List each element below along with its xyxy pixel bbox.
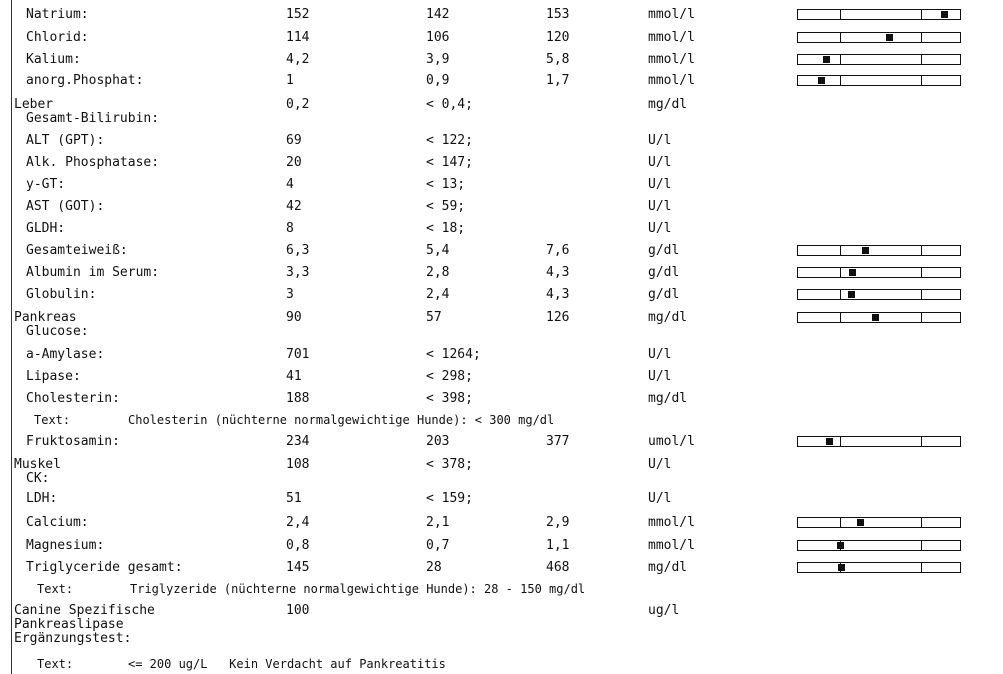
reference-low: < 298;	[426, 369, 473, 384]
result-value: 41	[286, 369, 302, 384]
range-boundary-tick	[921, 76, 922, 85]
result-value: 6,3	[286, 243, 310, 258]
result-value: 188	[286, 391, 310, 406]
range-boundary-tick	[921, 541, 922, 550]
value-marker	[886, 34, 893, 41]
unit-label: U/l	[648, 457, 672, 472]
reference-high: 1,1	[546, 538, 570, 553]
range-boundary-tick	[840, 437, 841, 446]
range-boundary-tick	[921, 33, 922, 42]
reference-high: 1,7	[546, 73, 570, 88]
value-marker	[818, 77, 825, 84]
analyte-name: Chlorid:	[26, 30, 89, 45]
note-label: Text:	[37, 582, 74, 596]
reference-high: 4,3	[546, 287, 570, 302]
section-label: Ergänzungstest:	[14, 631, 132, 646]
reference-low: 2,4	[426, 287, 450, 302]
unit-label: g/dl	[648, 287, 680, 302]
analyte-name: Natrium:	[26, 7, 89, 22]
left-margin-line	[11, 0, 12, 674]
analyte-name: a-Amylase:	[26, 347, 105, 362]
analyte-name: Gesamteiweiß:	[26, 243, 128, 258]
reference-low: 142	[426, 7, 450, 22]
unit-label: U/l	[648, 347, 672, 362]
reference-high: 468	[546, 560, 570, 575]
reference-low: < 59;	[426, 199, 466, 214]
reference-high: 4,3	[546, 265, 570, 280]
note-text: Cholesterin (nüchterne normalgewichtige Hunde): < 300 mg/dl	[128, 413, 555, 427]
result-value: 152	[286, 7, 310, 22]
value-marker	[838, 564, 845, 571]
result-value: 234	[286, 434, 310, 449]
analyte-name: CK:	[26, 471, 50, 486]
result-value: 3,3	[286, 265, 310, 280]
range-boundary-tick	[840, 268, 841, 277]
section-label: Pankreaslipase	[14, 617, 124, 632]
analyte-name: LDH:	[26, 491, 58, 506]
analyte-name: Triglyceride gesamt:	[26, 560, 183, 575]
range-boundary-tick	[921, 55, 922, 64]
value-marker	[848, 291, 855, 298]
result-value: 3	[286, 287, 294, 302]
range-boundary-tick	[840, 10, 841, 19]
reference-low: 0,9	[426, 73, 450, 88]
reference-high: 153	[546, 7, 570, 22]
range-boundary-tick	[840, 76, 841, 85]
range-boundary-tick	[840, 55, 841, 64]
analyte-name: Magnesium:	[26, 538, 105, 553]
reference-low: 3,9	[426, 52, 450, 67]
note-text: <= 200 ug/L Kein Verdacht auf Pankreatitis	[128, 657, 446, 671]
value-marker	[857, 519, 864, 526]
analyte-name: AST (GOT):	[26, 199, 105, 214]
analyte-name: Gesamt-Bilirubin:	[26, 111, 160, 126]
reference-range-bar	[797, 32, 961, 43]
reference-range-bar	[797, 54, 961, 65]
range-boundary-tick	[921, 268, 922, 277]
reference-low: 5,4	[426, 243, 450, 258]
reference-low: < 0,4;	[426, 97, 473, 112]
unit-label: U/l	[648, 177, 672, 192]
value-marker	[823, 56, 830, 63]
result-value: 0,2	[286, 97, 310, 112]
unit-label: g/dl	[648, 243, 680, 258]
section-label: Leber	[14, 97, 54, 112]
unit-label: ug/l	[648, 603, 680, 618]
reference-range-bar	[797, 245, 961, 256]
analyte-name: Albumin im Serum:	[26, 265, 160, 280]
reference-low: 57	[426, 310, 442, 325]
range-boundary-tick	[921, 518, 922, 527]
analyte-name: Glucose:	[26, 324, 89, 339]
reference-low: < 378;	[426, 457, 473, 472]
unit-label: mmol/l	[648, 52, 695, 67]
value-marker	[872, 314, 879, 321]
section-label: Muskel	[14, 457, 61, 472]
analyte-name: Alk. Phosphatase:	[26, 155, 160, 170]
reference-low: < 398;	[426, 391, 473, 406]
reference-range-bar	[797, 312, 961, 323]
range-boundary-tick	[921, 563, 922, 572]
analyte-name: Calcium:	[26, 515, 89, 530]
analyte-name: ALT (GPT):	[26, 133, 105, 148]
unit-label: U/l	[648, 155, 672, 170]
reference-high: 120	[546, 30, 570, 45]
reference-range-bar	[797, 289, 961, 300]
note-label: Text:	[34, 413, 71, 427]
reference-range-bar	[797, 562, 961, 573]
analyte-name: Globulin:	[26, 287, 97, 302]
analyte-name: Lipase:	[26, 369, 81, 384]
reference-low: 28	[426, 560, 442, 575]
reference-low: 106	[426, 30, 450, 45]
reference-range-bar	[797, 540, 961, 551]
range-boundary-tick	[921, 10, 922, 19]
unit-label: mmol/l	[648, 73, 695, 88]
result-value: 90	[286, 310, 302, 325]
value-marker	[941, 11, 948, 18]
unit-label: g/dl	[648, 265, 680, 280]
result-value: 100	[286, 603, 310, 618]
value-marker	[826, 438, 833, 445]
value-marker	[837, 542, 844, 549]
range-boundary-tick	[840, 33, 841, 42]
reference-low: < 147;	[426, 155, 473, 170]
range-boundary-tick	[840, 246, 841, 255]
reference-high: 5,8	[546, 52, 570, 67]
analyte-name: GLDH:	[26, 221, 66, 236]
result-value: 114	[286, 30, 310, 45]
result-value: 1	[286, 73, 294, 88]
section-label: Pankreas	[14, 310, 77, 325]
note-label: Text:	[37, 657, 74, 671]
reference-low: < 13;	[426, 177, 466, 192]
reference-range-bar	[797, 9, 961, 20]
result-value: 4,2	[286, 52, 310, 67]
unit-label: mmol/l	[648, 7, 695, 22]
reference-range-bar	[797, 75, 961, 86]
range-boundary-tick	[921, 246, 922, 255]
reference-low: 2,8	[426, 265, 450, 280]
result-value: 4	[286, 177, 294, 192]
reference-range-bar	[797, 267, 961, 278]
reference-low: < 1264;	[426, 347, 481, 362]
value-marker	[849, 269, 856, 276]
unit-label: U/l	[648, 491, 672, 506]
reference-low: 203	[426, 434, 450, 449]
reference-low: < 122;	[426, 133, 473, 148]
result-value: 701	[286, 347, 310, 362]
range-boundary-tick	[921, 437, 922, 446]
unit-label: umol/l	[648, 434, 695, 449]
reference-high: 377	[546, 434, 570, 449]
result-value: 8	[286, 221, 294, 236]
range-boundary-tick	[840, 290, 841, 299]
unit-label: mg/dl	[648, 97, 688, 112]
analyte-name: Cholesterin:	[26, 391, 120, 406]
result-value: 51	[286, 491, 302, 506]
analyte-name: Fruktosamin:	[26, 434, 120, 449]
result-value: 108	[286, 457, 310, 472]
result-value: 69	[286, 133, 302, 148]
reference-low: < 159;	[426, 491, 473, 506]
unit-label: mg/dl	[648, 560, 688, 575]
note-text: Triglyzeride (nüchterne normalgewichtige Hunde): 28 - 150 mg/dl	[130, 582, 586, 596]
unit-label: U/l	[648, 369, 672, 384]
analyte-name: y-GT:	[26, 177, 66, 192]
result-value: 0,8	[286, 538, 310, 553]
reference-range-bar	[797, 436, 961, 447]
reference-low: 2,1	[426, 515, 450, 530]
unit-label: U/l	[648, 133, 672, 148]
reference-low: 0,7	[426, 538, 450, 553]
range-boundary-tick	[840, 518, 841, 527]
result-value: 42	[286, 199, 302, 214]
reference-high: 7,6	[546, 243, 570, 258]
unit-label: U/l	[648, 199, 672, 214]
section-label: Canine Spezifische	[14, 603, 155, 618]
range-boundary-tick	[840, 313, 841, 322]
unit-label: mmol/l	[648, 515, 695, 530]
value-marker	[862, 247, 869, 254]
range-boundary-tick	[921, 290, 922, 299]
result-value: 20	[286, 155, 302, 170]
reference-high: 2,9	[546, 515, 570, 530]
unit-label: mmol/l	[648, 538, 695, 553]
analyte-name: Kalium:	[26, 52, 81, 67]
result-value: 2,4	[286, 515, 310, 530]
result-value: 145	[286, 560, 310, 575]
unit-label: U/l	[648, 221, 672, 236]
unit-label: mmol/l	[648, 30, 695, 45]
analyte-name: anorg.Phosphat:	[26, 73, 144, 88]
unit-label: mg/dl	[648, 391, 688, 406]
range-boundary-tick	[921, 313, 922, 322]
reference-high: 126	[546, 310, 570, 325]
reference-range-bar	[797, 517, 961, 528]
reference-low: < 18;	[426, 221, 466, 236]
unit-label: mg/dl	[648, 310, 688, 325]
